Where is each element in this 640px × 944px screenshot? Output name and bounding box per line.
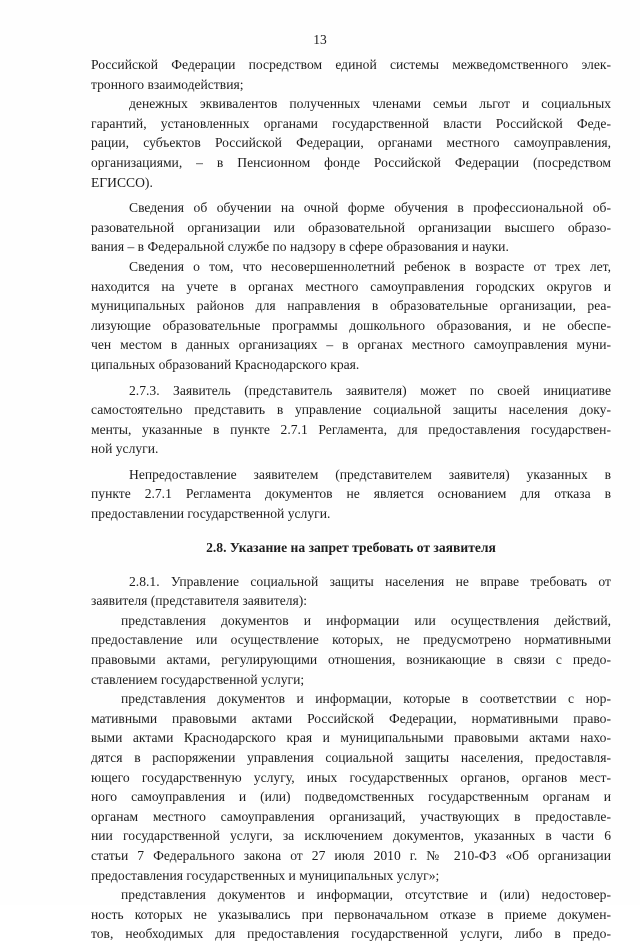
text-line: ной услуги. [91,441,159,457]
text-line: организациями, – в Пенсионном фонде Российской Федерации (посредством [91,154,611,170]
text-line: представления документов и информации, отсутствие и (или) недостовер- [121,887,611,903]
text-line: представления документов и информации или осуществления действий, [121,612,611,628]
text-line: Сведения об обучении на очной форме обучения в профессиональной об- [129,200,611,216]
text-line: статьи 7 Федерального закона от 27 июля 2010 г. № 210-ФЗ «Об организации [91,847,611,863]
text-line: гарантий, установленных органами государственной власти Российской Феде- [91,115,611,131]
text-line: органам местного самоуправления организаций, участвующих в предоставле- [91,808,611,824]
text-line: нии государственной услуги, за исключением документов, указанных в части 6 [91,828,611,844]
text-line: чен местом в данных организациях – в органах местного самоуправления муни- [91,337,611,353]
text-line: ющего государственную услугу, иных государственных органов, органов мест- [91,769,611,785]
text-line: дятся в распоряжении управления социальной защиты населения, предоставля- [91,750,611,765]
text-line: тронного взаимодействия; [91,76,244,92]
text-line: самостоятельно представить в управление социальной защиты населения доку- [91,402,611,418]
text-line: правовыми актами, регулирующими отношения, возникающие в связи с предо- [91,652,611,668]
text-line: муниципальных районов для направления в образовательные организации, реа- [91,298,611,314]
section-heading: 2.8. Указание на запрет требовать от заявителя [206,539,496,555]
text-line: ЕГИССО). [91,174,153,190]
text-line: мативными правовыми актами Российской Федерации, нормативными право- [91,710,611,726]
text-line: рации, субъектов Российской Федерации, органами местного самоуправления, [91,135,611,151]
text-line: пункте 2.7.1 Регламента документов не является основанием для отказа в [91,486,611,502]
text-line: ставлением государственной услуги; [91,671,305,687]
text-line: предоставлении государственной услуги. [91,506,331,522]
text-line: денежных эквивалентов полученных членами семьи льгот и социальных [129,96,611,112]
text-line: предоставление или осуществление которых, не предусмотрено нормативными [91,632,611,648]
text-line: Сведения о том, что несовершеннолетний ребенок в возрасте от трех лет, [129,258,611,274]
text-line: Российской Федерации посредством единой системы межведомственного элек- [91,57,611,72]
text-line: предоставления государственных и муниципальных услуг»; [91,867,440,883]
text-line: заявителя (представителя заявителя): [91,593,308,609]
page-number: 13 [313,32,327,47]
text-line: разовательной организации или образовательной организации высшего образо- [91,219,611,235]
text-line: вания – в Федеральной службе по надзору в сфере образования и науки. [91,239,509,255]
document-body [91,55,611,944]
text-line: лизующие образовательные программы дошкольного образования, и не обеспе- [91,317,611,333]
text-line: менты, указанные в пункте 2.7.1 Регламента, для предоставления государствен- [91,421,611,437]
text-line: 2.7.3. Заявитель (представитель заявителя) может по своей инициативе [129,382,611,398]
text-line: ного самоуправления и (или) подведомственных государственным органам и [91,789,611,805]
text-line: находится на учете в органах местного самоуправления городских округов и [91,278,611,294]
text-line: выми актами Краснодарского края и муниципальными правовыми актами нахо- [91,730,611,746]
text-line: ность которых не указывались при первоначальном отказе в приеме докумен- [91,906,611,922]
text-line: 2.8.1. Управление социальной защиты населения не вправе требовать от [129,573,611,589]
text-line: ципальных образований Краснодарского края. [91,356,360,372]
text-line: Непредоставление заявителем (представителем заявителя) указанных в [129,466,611,482]
text-line: представления документов и информации, которые в соответствии с нор- [121,691,611,707]
text-line: тов, необходимых для предоставления государственной услуги, либо в предо- [91,926,611,942]
